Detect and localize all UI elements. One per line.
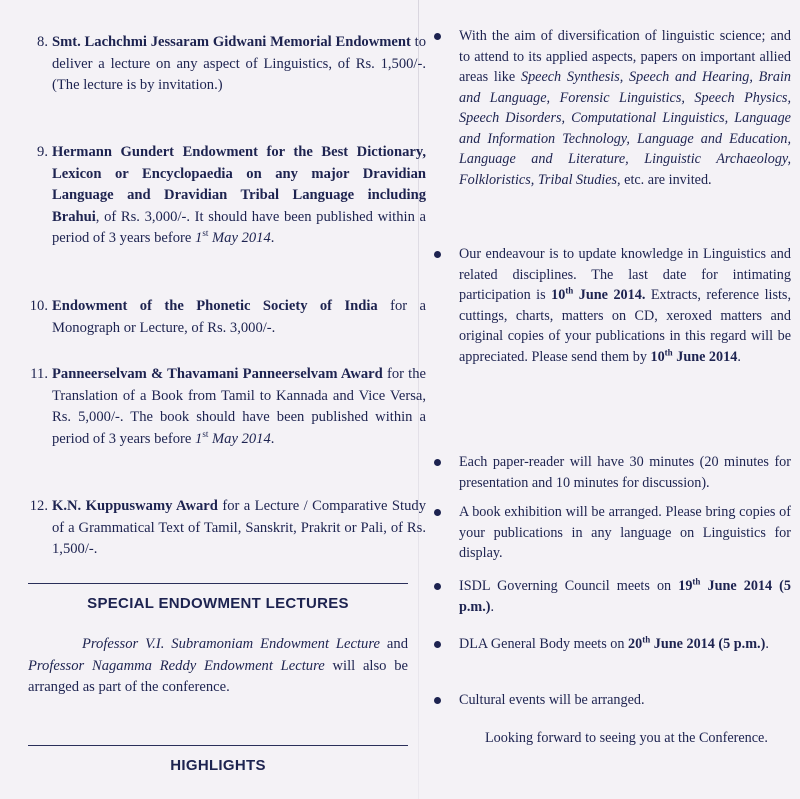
- item-title: Smt. Lachchmi Jessaram Gidwani Memorial Endowment: [52, 34, 411, 50]
- item-number: 9.: [37, 144, 48, 160]
- bullet-post: .: [737, 348, 741, 365]
- bullet-text: A book exhibition will be arranged. Please bring copies of your publications in any language on Linguistics for display.: [459, 504, 791, 561]
- right-column: [425, 0, 800, 799]
- endowment-item-11: [20, 364, 426, 447]
- item-date-sup: st: [202, 228, 209, 239]
- bullet-text: Cultural events will be arranged.: [459, 692, 645, 708]
- bullet-text: [459, 576, 791, 617]
- item-body: [52, 32, 426, 97]
- bullet-date-sup: th: [642, 634, 651, 645]
- bullet-post: , etc. are invited.: [617, 171, 712, 188]
- bullet-text: [459, 26, 791, 190]
- endowment-item-9: [20, 142, 426, 246]
- special-lecture-1: Professor V.I. Subramoniam Endowment Lecture: [82, 636, 380, 652]
- item-title: Panneerselvam & Thavamani Panneerselvam Award: [52, 366, 383, 382]
- bullet-date-rest: June 2014 (5 p.m.): [650, 636, 766, 652]
- bullet-dot: [434, 459, 441, 466]
- bullet-date-day: 20: [628, 636, 643, 652]
- closing-text: Looking forward to seeing you at the Conference.: [485, 730, 768, 746]
- item-text: for the Translation of a Book from Tamil to Kannada and Vice Versa, Rs. 5,000/-. The book should have been published within a period of 3 years before: [52, 366, 426, 447]
- bullet-text: Each paper-reader will have 30 minutes (20 minutes for presentation and 10 minutes for discussion).: [459, 454, 791, 491]
- bullet-dot: [434, 251, 441, 258]
- special-rest: will also be arranged as part of the conference.: [28, 657, 408, 695]
- bullet-dot: [434, 33, 441, 40]
- bullet-dot: [434, 641, 441, 648]
- item-date-day: 1: [195, 430, 203, 447]
- endowment-item-10: [20, 296, 427, 336]
- section-divider: [28, 745, 408, 746]
- item-number: 12.: [29, 498, 48, 514]
- bullet-date-sup: th: [565, 285, 574, 296]
- bullet-pre: With the aim of diversification of linguistic science; and to attend to its applied aspects, papers on important allied areas like: [459, 28, 791, 85]
- special-endowment-heading: SPECIAL ENDOWMENT LECTURES: [87, 595, 349, 612]
- item-text: to deliver a lecture on any aspect of Linguistics, of Rs. 1,500/-. (The lecture is by invitation.): [52, 34, 426, 93]
- item-number: 11.: [30, 366, 48, 382]
- bullet-date-sup: th: [664, 346, 673, 357]
- item-body: [52, 296, 426, 339]
- bullet-post: .: [765, 636, 769, 652]
- highlights-heading: HIGHLIGHTS: [170, 757, 266, 774]
- item-tail: .: [270, 430, 275, 447]
- bullet-dot: [434, 509, 441, 516]
- item-date-sup: st: [202, 428, 209, 439]
- endowment-item-12: [20, 496, 426, 557]
- bullet-text: [459, 634, 791, 655]
- item-title: Hermann Gundert Endowment for the Best Dictionary, Lexicon or Encyclopaedia on any major Dravidian Language and Dravidian Tribal Language including Brahui: [52, 144, 426, 225]
- item-title: K.N. Kuppuswamy Award: [52, 498, 218, 514]
- endowment-item-8: [20, 32, 426, 93]
- item-text: , of Rs. 3,000/-. It should have been published within a period of 3 years before: [52, 208, 426, 246]
- item-date-rest: May 2014: [208, 430, 271, 447]
- item-text: for a Lecture / Comparative Study of a Grammatical Text of Tamil, Sanskrit, Prakrit or Pali, of Rs. 1,500/-.: [52, 498, 426, 557]
- item-title: Endowment of the Phonetic Society of India: [52, 298, 378, 314]
- bullet-date-rest: June 2014.: [573, 287, 646, 303]
- bullet-topics: Speech Synthesis, Speech and Hearing, Brain and Language, Forensic Linguistics, Speech Physics, Speech Disorders, Computational Linguistics, Language and Information Technology, Language and Education, Language and Literature, Linguistic Archaeology, Folkloristics, Tribal Studies: [459, 69, 791, 188]
- bullet-date-rest: June 2014 (5 p.m.): [459, 578, 791, 615]
- item-body: [52, 364, 426, 450]
- item-date-rest: May 2014: [208, 230, 271, 246]
- bullet-date-sup: th: [692, 576, 701, 587]
- bullet-date-day: 19: [678, 578, 693, 594]
- bullet-post: .: [490, 598, 495, 615]
- bullet-mid: Extracts, reference lists, cuttings, charts, matters on CD, xeroxed matters and original copies of your publications in this regard will be appreciated. Please send them by: [459, 287, 791, 365]
- special-mid: and: [379, 636, 408, 652]
- section-divider: [28, 583, 408, 584]
- bullet-text: [459, 244, 791, 367]
- item-number: 8.: [37, 34, 48, 50]
- bullet-date-rest: June 2014: [672, 348, 738, 365]
- item-tail: .: [270, 230, 275, 246]
- item-text: for a Monograph or Lecture, of Rs. 3,000/-.: [52, 298, 427, 336]
- bullet-dot: [434, 697, 441, 704]
- item-body: [52, 496, 426, 561]
- special-lecture-2: Professor Nagamma Reddy Endowment Lecture: [28, 657, 325, 674]
- bullet-pre: DLA General Body meets on: [459, 636, 629, 652]
- item-number: 10.: [29, 298, 48, 314]
- bullet-dot: [434, 583, 441, 590]
- item-date-day: 1: [195, 230, 203, 246]
- bullet-date-day: 10: [650, 348, 665, 365]
- special-endowment-text: [28, 634, 408, 699]
- bullet-pre: ISDL Governing Council meets on: [459, 578, 679, 594]
- item-body: [52, 142, 426, 250]
- bullet-date-day: 10: [551, 287, 566, 303]
- bullet-pre: Our endeavour is to update knowledge in Linguistics and related disciplines. The last date for intimating participation is: [459, 246, 791, 303]
